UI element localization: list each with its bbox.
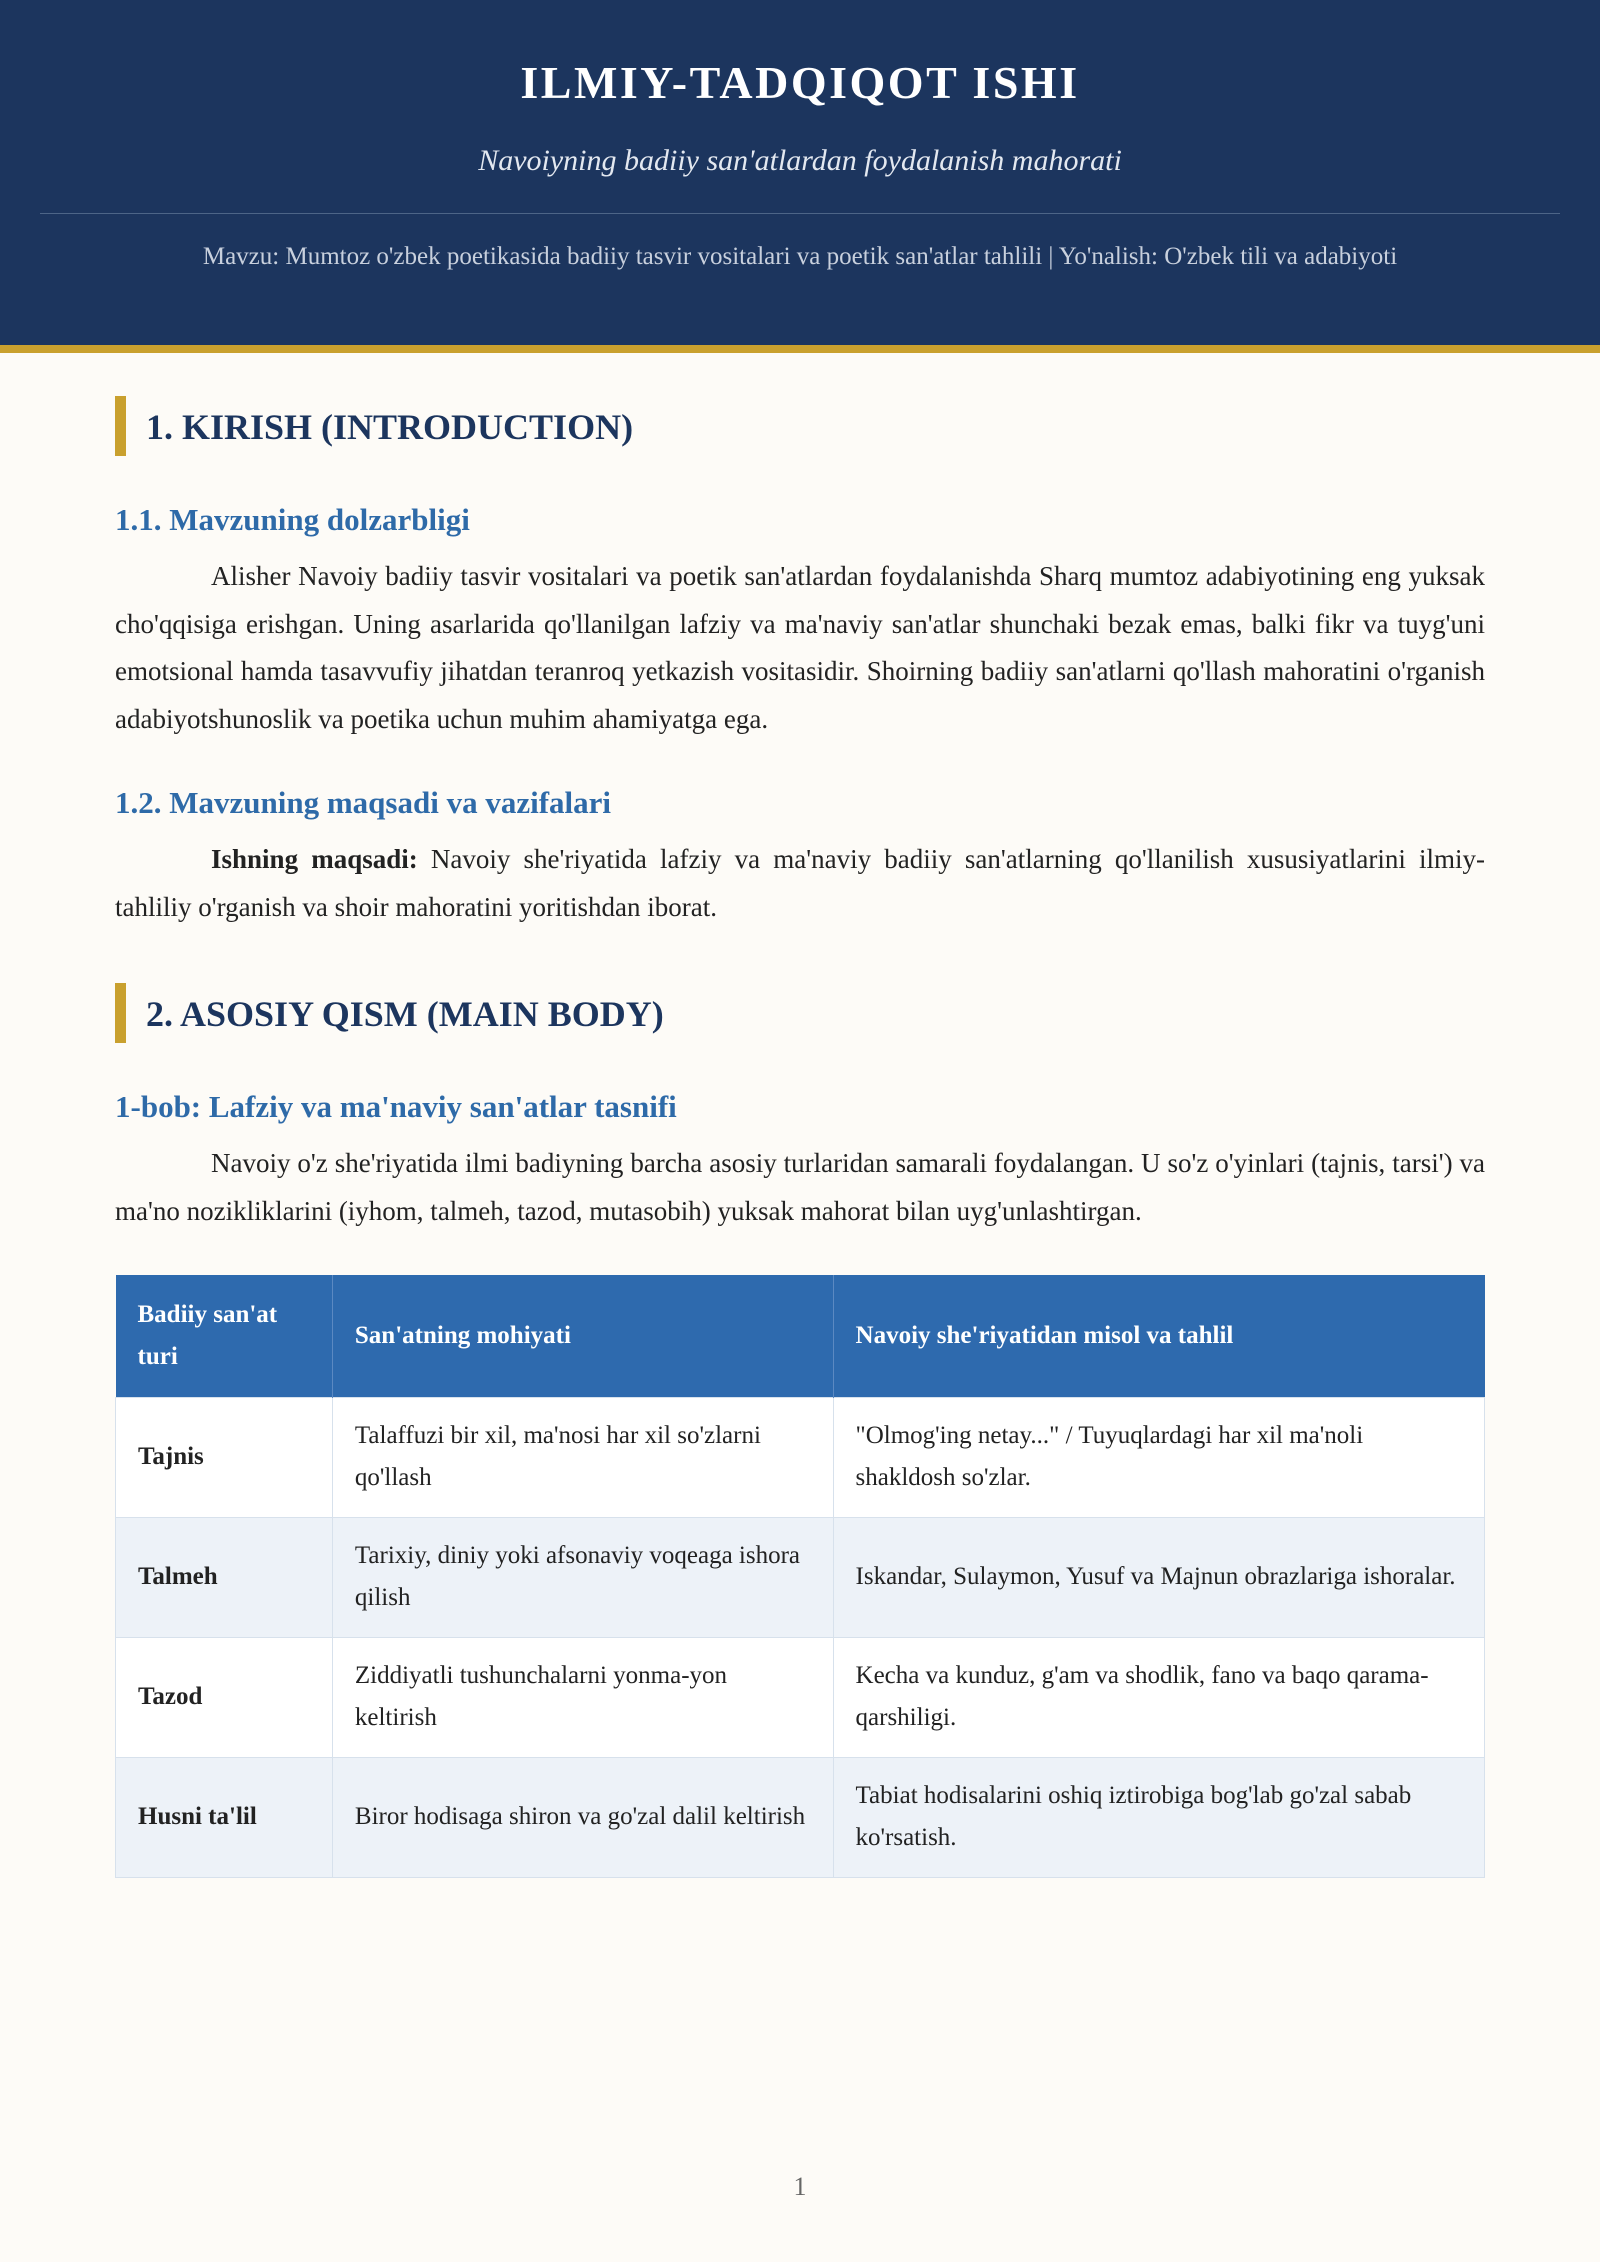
subsection-title-relevance: 1.1. Mavzuning dolzarbligi: [115, 502, 470, 537]
section-title-intro: 1. KIRISH (INTRODUCTION): [115, 396, 1485, 456]
goal-text: Navoiy she'riyatida lafziy va ma'naviy badiiy san'atlarning qo'llanilish xususiyatlarini ilmiy-tahliliy o'rganish va shoir mahoratini yoritishdan iborat.: [115, 844, 1486, 922]
table-cell-essence: Biror hodisaga shiron va go'zal dalil keltirish: [332, 1757, 833, 1877]
table-cell-example: Iskandar, Sulaymon, Yusuf va Majnun obrazlariga ishoralar.: [833, 1517, 1484, 1637]
paragraph-classification: Navoiy o'z she'riyatida ilmi badiyning barcha asosiy turlaridan samarali foydalangan. U so'z o'yinlari (tajnis, tarsi') va ma'no nozikliklarini (iyhom, talmeh, tazod, mutasobih) yuksak mahorat bilan uyg'unlashtirgan.: [115, 1148, 1485, 1226]
table-cell-essence: Talaffuzi bir xil, ma'nosi har xil so'zlarni qo'llash: [332, 1397, 833, 1517]
table-cell-type: Tajnis: [116, 1397, 333, 1517]
document-header: [0, 0, 1600, 353]
paragraph-goals: [115, 836, 1485, 931]
table-cell-essence: Ziddiyatli tushunchalarni yonma-yon keltirish: [332, 1637, 833, 1757]
art-types-table: [115, 1275, 1485, 1878]
table-row: [116, 1757, 1485, 1877]
table-cell-essence: Tarixiy, diniy yoki afsonaviy voqeaga ishora qilish: [332, 1517, 833, 1637]
document-subtitle: Navoiyning badiiy san'atlardan foydalanish mahorati: [478, 144, 1122, 177]
chapter-title-classification: 1-bob: Lafziy va ma'naviy san'atlar tasnifi: [115, 1089, 677, 1124]
table-header-type: Badiiy san'at turi: [116, 1275, 333, 1397]
table-cell-type: Tazod: [116, 1637, 333, 1757]
table-header-row: [116, 1275, 1485, 1397]
document-title: ILMIY-TADQIQOT ISHI: [520, 57, 1080, 108]
table-header-example: Navoiy she'riyatidan misol va tahlil: [833, 1275, 1484, 1397]
header-divider: [40, 213, 1560, 214]
table-row: [116, 1397, 1485, 1517]
table-cell-type: Husni ta'lil: [116, 1757, 333, 1877]
subsection-title-goals: 1.2. Mavzuning maqsadi va vazifalari: [115, 785, 612, 820]
table-row: [116, 1517, 1485, 1637]
table-cell-example: "Olmog'ing netay..." / Tuyuqlardagi har xil ma'noli shakldosh so'zlar.: [833, 1397, 1484, 1517]
table-cell-example: Tabiat hodisalarini oshiq iztirobiga bog'lab go'zal sabab ko'rsatish.: [833, 1757, 1484, 1877]
table-cell-example: Kecha va kunduz, g'am va shodlik, fano va baqo qarama-qarshiligi.: [833, 1637, 1484, 1757]
document-meta: Mavzu: Mumtoz o'zbek poetikasida badiiy tasvir vositalari va poetik san'atlar tahlili | Yo'nalish: O'zbek tili va adabiyoti: [202, 243, 1398, 270]
section-title-main: 2. ASOSIY QISM (MAIN BODY): [115, 983, 1485, 1043]
document-content: [0, 396, 1600, 1878]
table-row: [116, 1637, 1485, 1757]
table-cell-type: Talmeh: [116, 1517, 333, 1637]
paragraph-relevance: Alisher Navoiy badiiy tasvir vositalari va poetik san'atlardan foydalanishda Sharq mumtoz adabiyotining eng yuksak cho'qqisiga erishgan. Uning asarlarida qo'llanilgan lafziy va ma'naviy san'atlar shunchaki bezak emas, balki fikr va tuyg'uni emotsional hamda tasavvufiy jihatdan teranroq yetkazish vositasidir. Shoirning badiiy san'atlarni qo'llash mahoratini o'rganish adabiyotshunoslik va poetika uchun muhim ahamiyatga ega.: [115, 561, 1485, 734]
goal-label: Ishning maqsadi:: [211, 844, 418, 874]
table-header-essence: San'atning mohiyati: [332, 1275, 833, 1397]
page-number: 1: [793, 2172, 807, 2201]
